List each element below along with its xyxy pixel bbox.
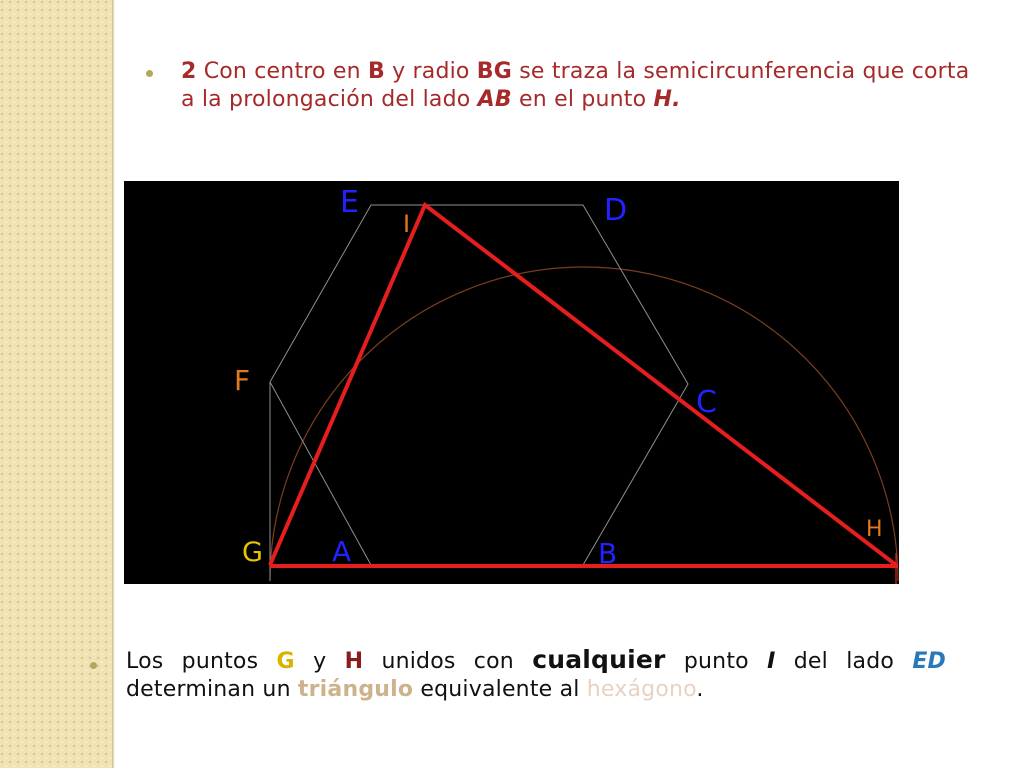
text-run: y — [294, 649, 345, 674]
label-b: B — [598, 537, 618, 570]
point-h: H. — [653, 87, 681, 112]
label-i: I — [403, 210, 411, 238]
segment-ab: AB — [477, 87, 512, 112]
text-run: y radio — [384, 59, 477, 84]
text-run: Con centro en — [196, 59, 368, 84]
point-i-ref: I — [767, 649, 776, 674]
text-run: punto — [665, 649, 768, 674]
bullet-icon — [90, 662, 97, 669]
segment-bg: BG — [476, 59, 513, 84]
point-b: B — [367, 59, 385, 84]
construction-step-text — [181, 58, 981, 114]
label-f: F — [234, 364, 251, 397]
label-g: G — [242, 537, 263, 568]
step-number: 2 — [181, 59, 197, 84]
text-run: . — [696, 677, 704, 702]
label-a: A — [332, 535, 352, 568]
conclusion-text — [126, 646, 946, 704]
point-h-ref: H — [344, 649, 364, 674]
point-g: G — [276, 649, 295, 674]
word-triangulo: triángulo — [297, 677, 414, 702]
text-run: se traza la semicircunferencia que corta a la prolongación del lado — [181, 59, 970, 112]
side-strip-edge — [112, 0, 115, 768]
text-run: unidos con — [363, 649, 533, 674]
text-run: equivalente al — [413, 677, 587, 702]
label-h: H — [866, 517, 883, 542]
text-run: Los puntos — [126, 649, 277, 674]
bullet-icon — [146, 70, 153, 77]
label-d: D — [604, 193, 628, 228]
text-run: del lado — [775, 649, 913, 674]
text-run: determinan un — [126, 677, 298, 702]
label-e: E — [340, 185, 359, 220]
side-ed: ED — [912, 649, 947, 674]
text-run: en el punto — [511, 87, 654, 112]
word-cualquier: cualquier — [532, 645, 666, 674]
word-hexagono: hexágono — [586, 677, 697, 702]
geometry-diagram — [124, 181, 899, 584]
decorative-side-strip — [0, 0, 112, 768]
label-c: C — [696, 385, 717, 420]
